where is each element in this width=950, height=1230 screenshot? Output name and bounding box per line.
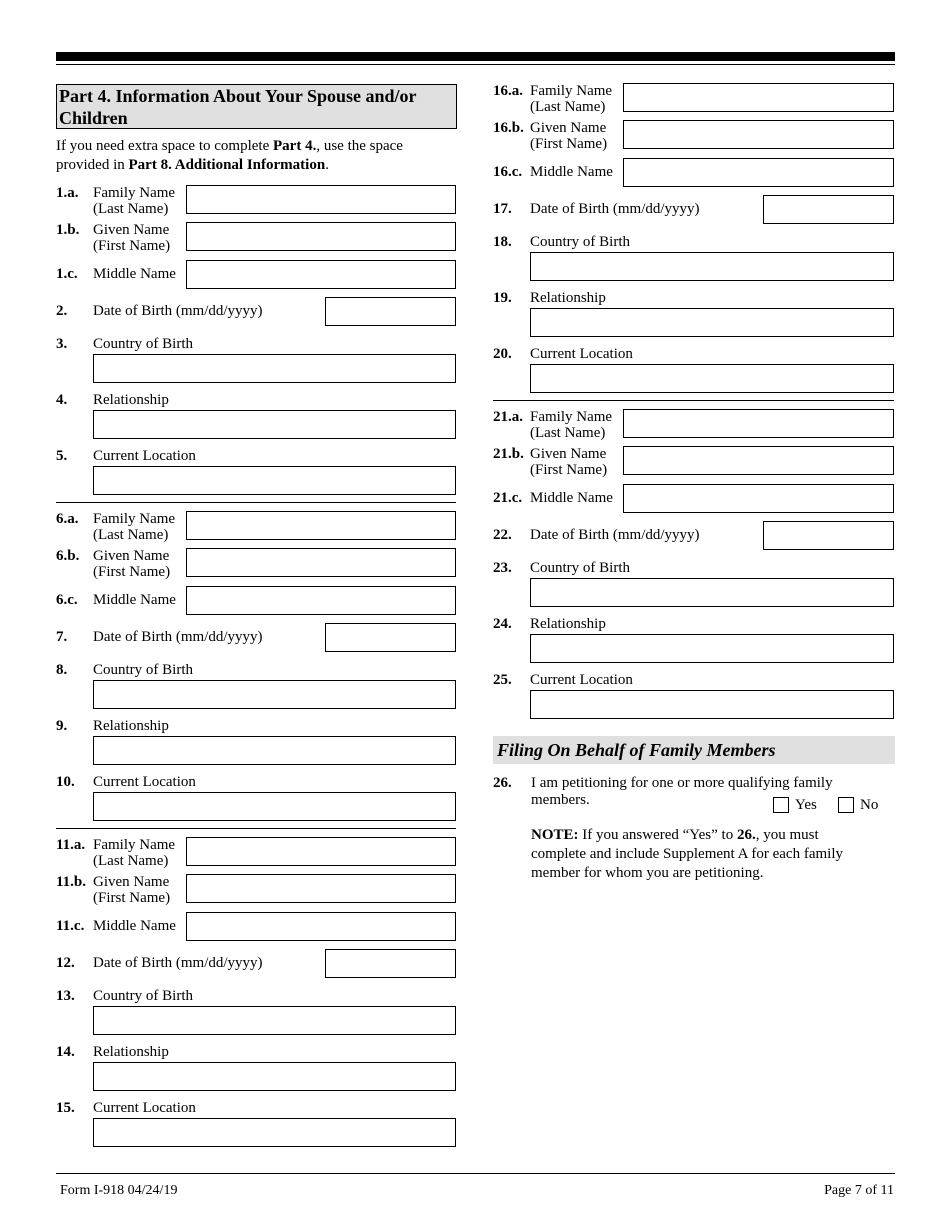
block-1-loc-label: Current Location [93, 448, 196, 464]
no-label: No [860, 797, 879, 813]
block-1-given-name-input[interactable] [186, 222, 456, 251]
block-3-family-name-number: 11.a. [56, 837, 86, 853]
block-3-first-name-label: (First Name) [93, 890, 171, 906]
block-1-given-name-label: Given Name [93, 222, 170, 238]
block-3-country-input[interactable] [93, 1006, 456, 1035]
block-2-given-name-label: Given Name [93, 548, 170, 564]
block-3-dob-number: 12. [56, 955, 75, 971]
block-4-rel-number: 19. [493, 290, 512, 306]
q26-text: I am petitioning for one or more qualifying family members. [531, 775, 833, 808]
block-5-middle-name-input[interactable] [623, 484, 894, 513]
block-5-given-name-number: 21.b. [493, 446, 524, 462]
block-1-country-number: 3. [56, 336, 68, 352]
block-4-given-name-number: 16.b. [493, 120, 524, 136]
intro-text: If you need extra space to complete Part 4., use the space provided in Part 8. Additional Information. [56, 138, 403, 173]
block-2-family-name-label: Family Name [93, 511, 176, 527]
footer-page-number: Page 7 of 11 [824, 1183, 894, 1198]
block-3-family-name-label: Family Name [93, 837, 176, 853]
block-3-dob-label: Date of Birth (mm/dd/yyyy) [93, 955, 263, 971]
filing-section-header: Filing On Behalf of Family Members [493, 736, 895, 764]
block-5-middle-name-label: Middle Name [530, 490, 613, 506]
block-5-middle-name-number: 21.c. [493, 490, 523, 506]
block-4-country-input[interactable] [530, 252, 894, 281]
block-3-loc-label: Current Location [93, 1100, 196, 1116]
block-4-loc-label: Current Location [530, 346, 633, 362]
block-4-dob-input[interactable] [763, 195, 894, 224]
block-3-last-name-label: (Last Name) [93, 853, 169, 869]
block-3-given-name-number: 11.b. [56, 874, 87, 890]
block-5-dob-label: Date of Birth (mm/dd/yyyy) [530, 527, 700, 543]
block-1-country-input[interactable] [93, 354, 456, 383]
block-4-rel-label: Relationship [530, 290, 606, 306]
block-3-given-name-label: Given Name [93, 874, 170, 890]
block-2-country-label: Country of Birth [93, 662, 193, 678]
block-2-given-name-input[interactable] [186, 548, 456, 577]
block-2-family-name-number: 6.a. [56, 511, 79, 527]
block-2-middle-name-number: 6.c. [56, 592, 78, 608]
block-4-dob-label: Date of Birth (mm/dd/yyyy) [530, 201, 700, 217]
block-3-country-label: Country of Birth [93, 988, 193, 1004]
block-5-dob-input[interactable] [763, 521, 894, 550]
block-4-country-number: 18. [493, 234, 512, 250]
block-2-rel-label: Relationship [93, 718, 169, 734]
block-2-dob-number: 7. [56, 629, 68, 645]
block-2-middle-name-label: Middle Name [93, 592, 176, 608]
block-3-dob-input[interactable] [325, 949, 456, 978]
block-4-last-name-label: (Last Name) [530, 99, 606, 115]
block-2-rel-input[interactable] [93, 736, 456, 765]
block-5-given-name-input[interactable] [623, 446, 894, 475]
block-4-middle-name-number: 16.c. [493, 164, 523, 180]
block-4-first-name-label: (First Name) [530, 136, 608, 152]
no-checkbox[interactable] [838, 797, 854, 813]
block-4-middle-name-input[interactable] [623, 158, 894, 187]
block-1-dob-number: 2. [56, 303, 68, 319]
block-3-loc-number: 15. [56, 1100, 75, 1116]
block-2-first-name-label: (First Name) [93, 564, 171, 580]
block-5-last-name-label: (Last Name) [530, 425, 606, 441]
block-2-country-input[interactable] [93, 680, 456, 709]
block-4-loc-input[interactable] [530, 364, 894, 393]
block-5-loc-label: Current Location [530, 672, 633, 688]
block-5-country-input[interactable] [530, 578, 894, 607]
block-4-dob-number: 17. [493, 201, 512, 217]
block-1-middle-name-number: 1.c. [56, 266, 78, 282]
block-2-family-name-input[interactable] [186, 511, 456, 540]
block-5-loc-number: 25. [493, 672, 512, 688]
block-1-middle-name-label: Middle Name [93, 266, 176, 282]
block-5-loc-input[interactable] [530, 690, 894, 719]
block-5-rel-number: 24. [493, 616, 512, 632]
yes-label: Yes [795, 797, 817, 813]
block-5-country-label: Country of Birth [530, 560, 630, 576]
block-1-first-name-label: (First Name) [93, 238, 171, 254]
block-2-country-number: 8. [56, 662, 68, 678]
block-5-given-name-label: Given Name [530, 446, 607, 462]
block-1-rel-number: 4. [56, 392, 68, 408]
block-4-middle-name-label: Middle Name [530, 164, 613, 180]
block-3-family-name-input[interactable] [186, 837, 456, 866]
block-3-rel-input[interactable] [93, 1062, 456, 1091]
block-5-family-name-number: 21.a. [493, 409, 523, 425]
block-3-separator [56, 828, 456, 829]
block-5-family-name-label: Family Name [530, 409, 613, 425]
block-3-middle-name-number: 11.c. [56, 918, 85, 934]
block-1-loc-input[interactable] [93, 466, 456, 495]
top-rule-thin [56, 64, 895, 65]
block-4-family-name-input[interactable] [623, 83, 894, 112]
block-2-middle-name-input[interactable] [186, 586, 456, 615]
top-rule-thick [56, 52, 895, 61]
block-4-country-label: Country of Birth [530, 234, 630, 250]
note-text: NOTE: If you answered “Yes” to 26., you must complete and include Supplement A for each family member for whom you are petitioning. [531, 827, 843, 881]
block-5-rel-label: Relationship [530, 616, 606, 632]
block-5-separator [493, 400, 894, 401]
block-1-country-label: Country of Birth [93, 336, 193, 352]
block-2-separator [56, 502, 456, 503]
yes-checkbox[interactable] [773, 797, 789, 813]
block-1-loc-number: 5. [56, 448, 68, 464]
block-2-loc-number: 10. [56, 774, 75, 790]
block-1-rel-label: Relationship [93, 392, 169, 408]
block-3-loc-input[interactable] [93, 1118, 456, 1147]
block-1-last-name-label: (Last Name) [93, 201, 169, 217]
block-4-family-name-number: 16.a. [493, 83, 523, 99]
block-2-loc-label: Current Location [93, 774, 196, 790]
block-3-middle-name-input[interactable] [186, 912, 456, 941]
block-2-dob-label: Date of Birth (mm/dd/yyyy) [93, 629, 263, 645]
block-2-dob-input[interactable] [325, 623, 456, 652]
block-2-given-name-number: 6.b. [56, 548, 80, 564]
part-4-header: Part 4. Information About Your Spouse and/or Children [56, 84, 457, 129]
block-3-country-number: 13. [56, 988, 75, 1004]
block-2-last-name-label: (Last Name) [93, 527, 169, 543]
footer-rule [56, 1173, 895, 1174]
block-1-given-name-number: 1.b. [56, 222, 80, 238]
block-4-loc-number: 20. [493, 346, 512, 362]
block-4-rel-input[interactable] [530, 308, 894, 337]
block-5-family-name-input[interactable] [623, 409, 894, 438]
block-1-dob-input[interactable] [325, 297, 456, 326]
block-5-rel-input[interactable] [530, 634, 894, 663]
block-5-country-number: 23. [493, 560, 512, 576]
block-2-rel-number: 9. [56, 718, 68, 734]
q26-number: 26. [493, 775, 512, 791]
block-3-middle-name-label: Middle Name [93, 918, 176, 934]
block-1-rel-input[interactable] [93, 410, 456, 439]
block-4-given-name-label: Given Name [530, 120, 607, 136]
block-4-family-name-label: Family Name [530, 83, 613, 99]
footer-form-id: Form I-918 04/24/19 [60, 1183, 178, 1198]
block-1-family-name-input[interactable] [186, 185, 456, 214]
block-3-given-name-input[interactable] [186, 874, 456, 903]
block-3-rel-label: Relationship [93, 1044, 169, 1060]
block-1-dob-label: Date of Birth (mm/dd/yyyy) [93, 303, 263, 319]
block-3-rel-number: 14. [56, 1044, 75, 1060]
block-1-middle-name-input[interactable] [186, 260, 456, 289]
block-1-family-name-label: Family Name [93, 185, 176, 201]
block-2-loc-input[interactable] [93, 792, 456, 821]
block-4-given-name-input[interactable] [623, 120, 894, 149]
block-1-family-name-number: 1.a. [56, 185, 79, 201]
block-5-first-name-label: (First Name) [530, 462, 608, 478]
block-5-dob-number: 22. [493, 527, 512, 543]
